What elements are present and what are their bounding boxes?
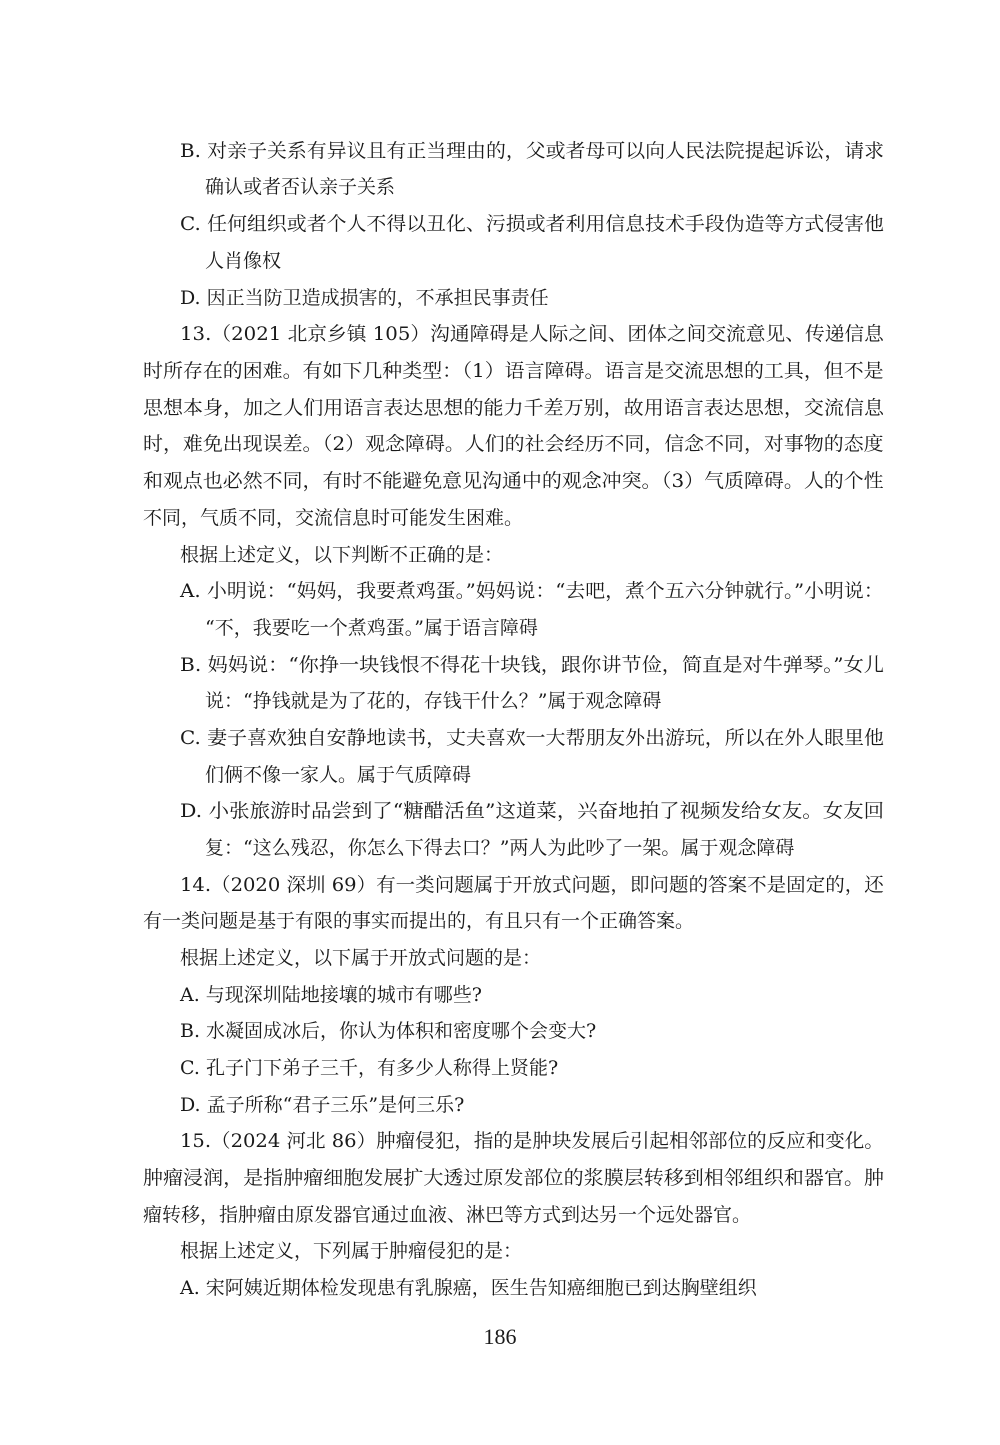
question-14-line2: 有一类问题是基于有限的事实而提出的，有且只有一个正确答案。 [143, 910, 695, 932]
option-b-line1: B. 对亲子关系有异议且有正当理由的，父或者母可以向人民法院提起诉讼，请求 [180, 140, 885, 162]
question-15-line1: 15.（2024 河北 86）肿瘤侵犯，指的是肿块发展后引起相邻部位的反应和变化。 [180, 1130, 884, 1152]
q15-option-a: A. 宋阿姨近期体检发现患有乳腺癌，医生告知癌细胞已到达胸壁组织 [180, 1277, 757, 1299]
question-13-line1: 13.（2021 北京乡镇 105）沟通障碍是人际之间、团体之间交流意见、传递信息 [180, 323, 884, 345]
q13-option-c-line1: C. 妻子喜欢独自安静地读书，丈夫喜欢一大帮朋友外出游玩，所以在外人眼里他 [180, 727, 884, 749]
question-13-line4: 时，难免出现误差。（2）观念障碍。人们的社会经历不同，信念不同，对事物的态度 [143, 433, 884, 455]
q13-option-d-line2: 复：“这么残忍，你怎么下得去口？”两人为此吵了一架。属于观念障碍 [205, 837, 795, 859]
q14-option-a: A. 与现深圳陆地接壤的城市有哪些? [180, 984, 482, 1006]
q13-option-d-line1: D. 小张旅游时品尝到了“糖醋活鱼”这道菜，兴奋地拍了视频发给女友。女友回 [180, 800, 885, 822]
q14-option-b: B. 水凝固成冰后，你认为体积和密度哪个会变大? [180, 1020, 597, 1042]
question-13-line6: 不同，气质不同，交流信息时可能发生困难。 [143, 507, 524, 529]
question-13-line3: 思想本身，加之人们用语言表达思想的能力千差万别，故用语言表达思想，交流信息 [143, 397, 885, 419]
q13-option-a-line2: “不，我要吃一个煮鸡蛋。”属于语言障碍 [205, 617, 538, 639]
q13-option-b-line1: B. 妈妈说：“你挣一块钱恨不得花十块钱，跟你讲节俭，简直是对牛弹琴。”女儿 [180, 654, 884, 676]
option-d-line1: D. 因正当防卫造成损害的，不承担民事责任 [180, 287, 549, 309]
option-b-line2: 确认或者否认亲子关系 [205, 176, 396, 198]
q14-option-d: D. 孟子所称“君子三乐”是何三乐? [180, 1094, 465, 1116]
question-15-line2: 肿瘤浸润，是指肿瘤细胞发展扩大透过原发部位的浆膜层转移到相邻组织和器官。肿 [143, 1167, 885, 1189]
q13-option-b-line2: 说：“挣钱就是为了花的，存钱干什么？”属于观念障碍 [205, 690, 662, 712]
option-c-line1: C. 任何组织或者个人不得以丑化、污损或者利用信息技术手段伪造等方式侵害他 [180, 213, 884, 235]
q13-option-c-line2: 们俩不像一家人。属于气质障碍 [205, 764, 472, 786]
question-13-line2: 时所存在的困难。有如下几种类型：（1）语言障碍。语言是交流思想的工具，但不是 [143, 360, 884, 382]
question-14-line1: 14.（2020 深圳 69）有一类问题属于开放式问题，即问题的答案不是固定的，还 [180, 874, 884, 896]
question-15-line3: 瘤转移，指肿瘤由原发器官通过血液、淋巴等方式到达另一个远处器官。 [143, 1204, 752, 1226]
page-number: 186 [483, 1324, 517, 1349]
q14-option-c: C. 孔子门下弟子三千，有多少人称得上贤能? [180, 1057, 559, 1079]
q13-option-a-line1: A. 小明说：“妈妈，我要煮鸡蛋。”妈妈说：“去吧，煮个五六分钟就行。”小明说： [180, 580, 884, 602]
question-13-line5: 和观点也必然不同，有时不能避免意见沟通中的观念冲突。（3）气质障碍。人的个性 [143, 470, 884, 492]
question-15-prompt: 根据上述定义，下列属于肿瘤侵犯的是： [180, 1240, 523, 1262]
question-14-prompt: 根据上述定义，以下属于开放式问题的是： [180, 947, 542, 969]
option-c-line2: 人肖像权 [205, 250, 282, 272]
question-13-prompt: 根据上述定义，以下判断不正确的是： [180, 544, 504, 566]
